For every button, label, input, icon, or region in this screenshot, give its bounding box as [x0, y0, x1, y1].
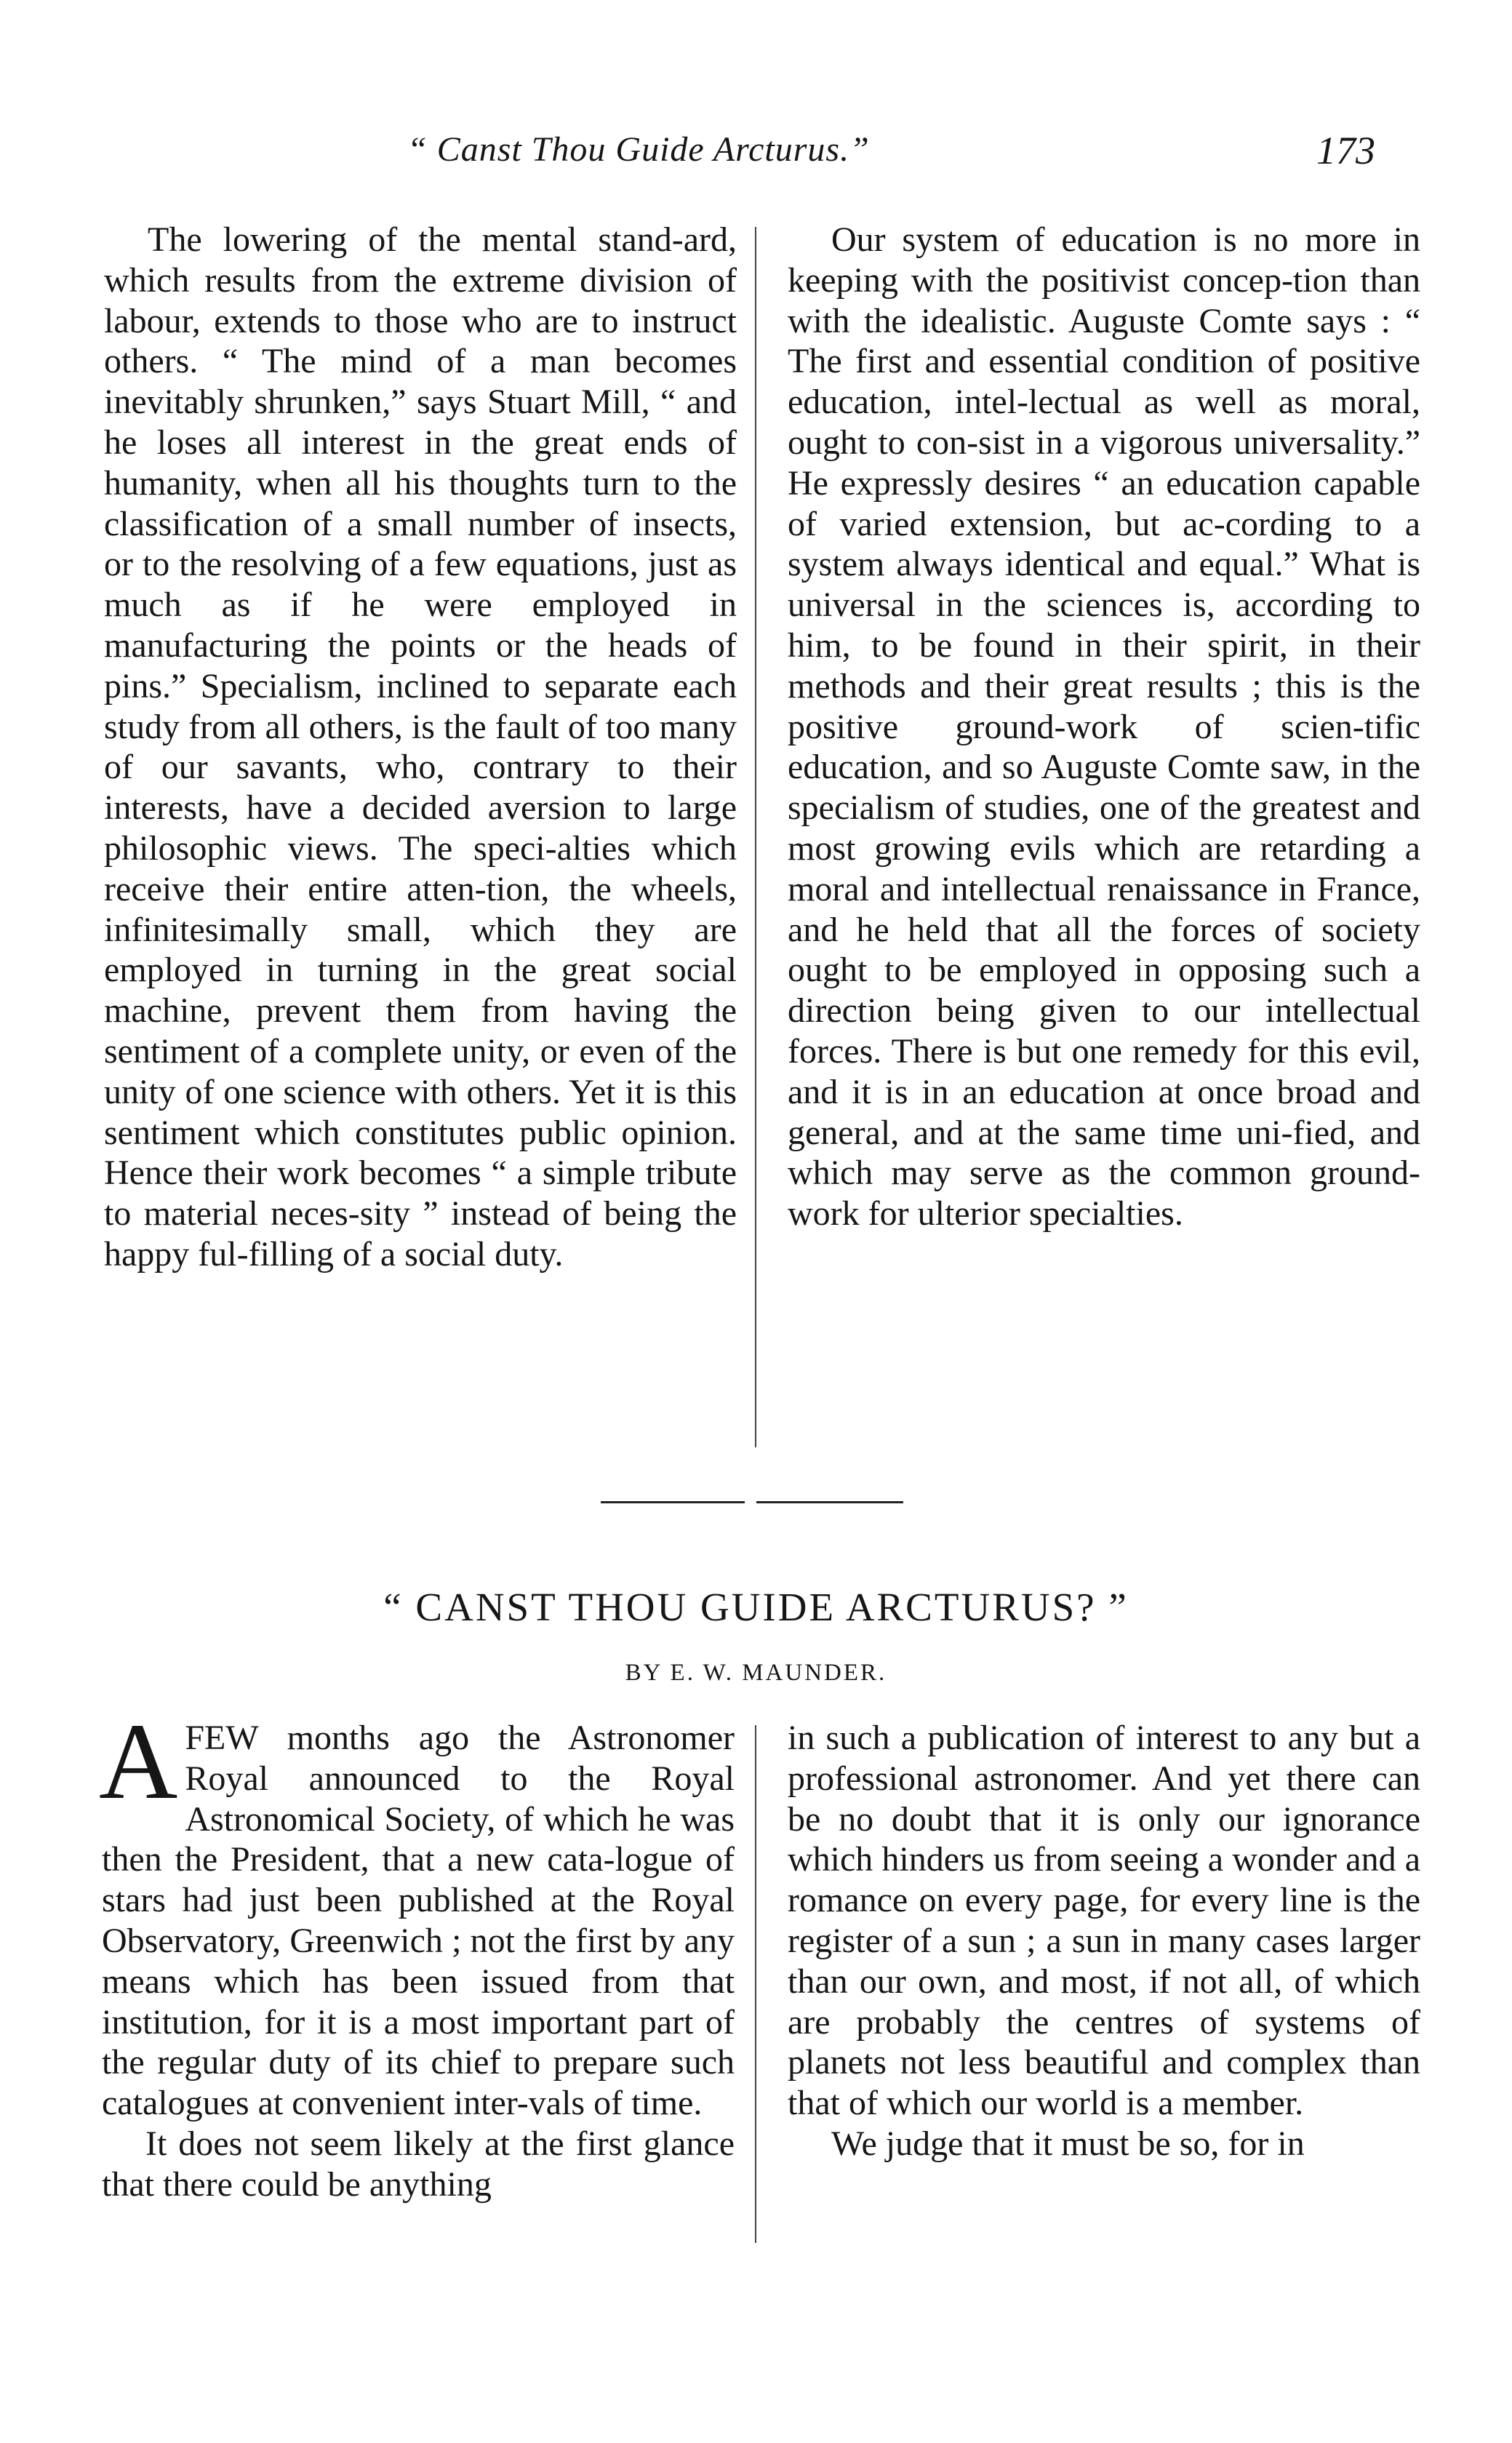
article-paragraph-3: in such a publication of interest to any but a professional astronomer. And yet there can be no doubt that it is only our ignorance which hinders us from seeing a wonder and a romance on every page, for every line is the register of a sun ; a sun in many cases larger than our own, and most, if not all, of which are probably the centres of systems of planets not less beautiful and complex than that of which our world is a member.	[788, 1719, 1420, 2123]
body-paragraph: The lowering of the mental stand-ard, which results from the extreme division of labour, extends to those who are to instruct others. “ The mind of a man becomes inevitably shrunken,” says Stuart Mill, “ and he loses all interest in the great ends of humanity, when all his thoughts turn to the classification of a small number of insects, or to the resolving of a few equations, just as much as if he were employed in manufacturing the points or the heads of pins.” Specialism, inclined to separate each study from all others, is the fault of too many of our savants, who, contrary to their interests, have a decided aversion to large philosophic views. The speci-alties which receive their entire atten-tion, the wheels, infinitesimally small, which they are employed in turning in the great social machine, prevent them from having the sentiment of a complete unity, or even of the unity of one science with others. Yet it is this sentiment which constitutes public opinion. Hence their work becomes “ a simple tribute to material neces-sity ” instead of being the happy ful-filling of a social duty.	[104, 220, 737, 1274]
article-left-column	[99, 1701, 735, 2205]
article-paragraph-4: We judge that it must be so, for in	[831, 2124, 1305, 2163]
article-right-column	[788, 1718, 1420, 2164]
article-title: “ CANST THOU GUIDE ARCTURUS? ”	[383, 1585, 1129, 1629]
column-rule-bottom	[755, 1725, 756, 2243]
article-byline: BY E. W. MAUNDER.	[625, 1660, 887, 1686]
article-paragraph-1	[99, 1701, 735, 2124]
article-paragraph-2: It does not seem likely at the first glance that there could be anything	[102, 2124, 735, 2204]
paragraph-text: FEW months ago the Astronomer Royal announced to the Royal Astronomical Society, of which he was then the President, that a new cata-logue of stars had just been published at the Royal Observatory, Greenwich ; not the first by any means which has been issued from that institution, for it is a most important part of the regular duty of its chief to prepare such catalogues at convenient inter-vals of time.	[102, 1719, 735, 2123]
previous-article-right-column	[788, 220, 1420, 1234]
column-rule-top	[755, 227, 756, 1447]
previous-article-left-column	[104, 220, 737, 1275]
page-number: 173	[1316, 129, 1375, 172]
body-paragraph: Our system of education is no more in keeping with the positivist concep-tion than with the idealistic. Auguste Comte says : “ The first and essential condition of positive education, intel-lectual as well as moral, ought to con-sist in a vigorous universality.” He expressly desires “ an education capable of varied extension, but ac-cording to a system always identical and equal.” What is universal in the sciences is, according to him, to be found in their spirit, in their methods and their great results ; this is the positive ground-work of scien-tific education, and so Auguste Comte saw, in the specialism of studies, one of the greatest and most growing evils which are retarding a moral and intellectual renaissance in France, and he held that all the forces of society ought to be employed in opposing such a direction being given to our intellectual forces. There is but one remedy for this evil, and it is in an education at once broad and general, and at the same time uni-fied, and which may serve as the common ground-work for ulterior specialties.	[788, 220, 1420, 1234]
section-divider-left	[601, 1501, 745, 1503]
drop-cap: A	[99, 1701, 178, 1822]
section-divider-right	[756, 1501, 903, 1503]
running-head-title: “ Canst Thou Guide Arcturus.”	[407, 130, 870, 169]
